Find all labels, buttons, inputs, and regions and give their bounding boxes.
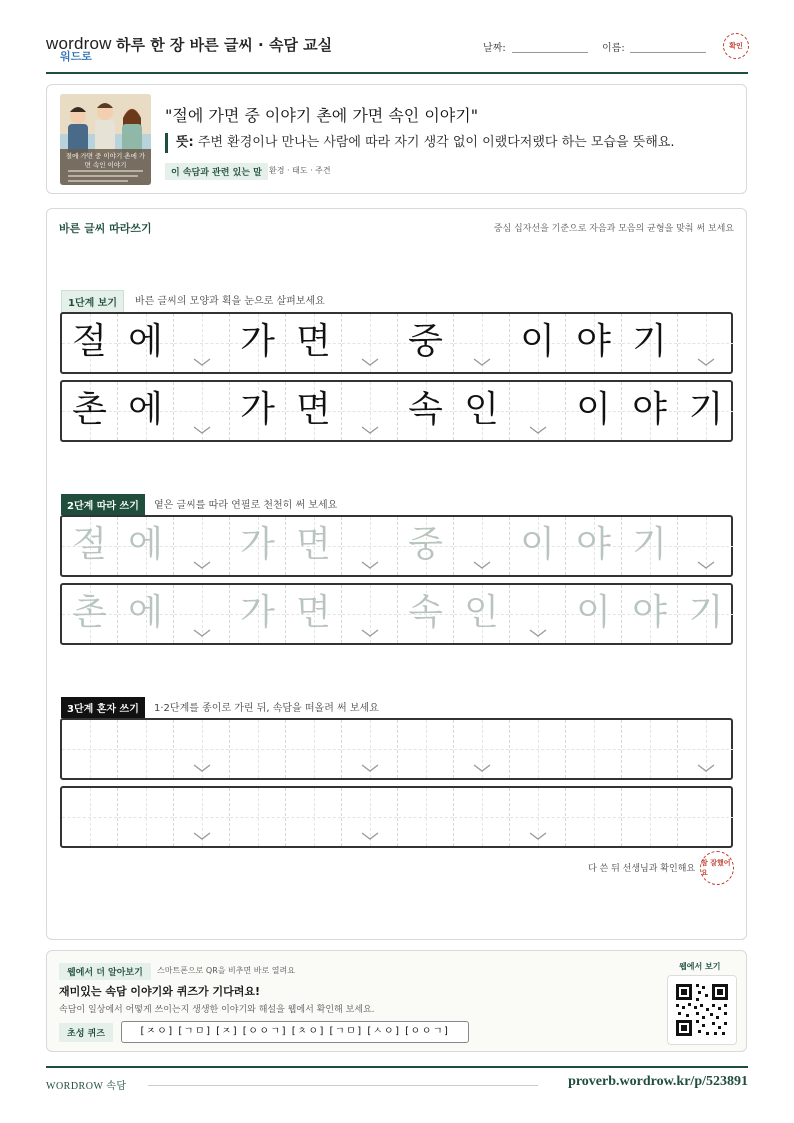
well-done-stamp: 참 잘했어요 [700,851,734,885]
web-desc: 속담이 일상에서 어떻게 쓰이는지 생생한 이야기와 해설을 웹에서 확인해 보세요. [59,1005,375,1015]
grid-cell[interactable] [230,788,286,846]
cover-caption: 절에 가면 중 이야기 촌에 가면 속인 이야기 [65,152,146,169]
grid-cell[interactable] [286,585,342,643]
check-note: 다 쓴 뒤 선생님과 확인해요 [588,864,696,874]
grid-cell[interactable] [174,517,230,575]
grid-cell[interactable] [62,585,118,643]
grid-cell[interactable] [342,585,398,643]
space-mark-icon [360,629,380,637]
grid-cell [398,314,454,372]
grid-char: 가 [240,389,275,430]
step2-line2-grid[interactable] [60,583,733,645]
grid-cell[interactable] [230,517,286,575]
footer-brand: WORDROW 속담 [46,1081,127,1092]
grid-cell[interactable] [398,720,454,778]
space-mark-icon [360,426,380,434]
grid-cell[interactable] [678,720,734,778]
grid-cell[interactable] [286,720,342,778]
grid-cell[interactable] [566,517,622,575]
grid-cell[interactable] [62,788,118,846]
grid-char: 중 [408,321,443,362]
grid-cell [286,382,342,440]
grid-cell [62,314,118,372]
step1-desc: 바른 글씨의 모양과 획을 눈으로 살펴보세요 [135,296,325,307]
meaning-label: 뜻: [176,135,194,150]
step2-badge: 2단계 따라 쓰기 [61,494,145,515]
grid-char: 인 [464,389,499,430]
grid-char: 면 [296,389,331,430]
grid-cell [174,382,230,440]
grid-cell [398,382,454,440]
grid-char: 기 [688,592,724,633]
grid-cell [678,382,734,440]
grid-char: 중 [408,524,443,565]
practice-hint: 중심 십자선을 기준으로 자음과 모음의 균형을 맞춰 써 보세요 [493,224,734,234]
proverb-meaning [165,133,674,153]
date-label: 날짜: [483,43,506,54]
grid-char: 절 [72,524,107,565]
grid-cell[interactable] [342,517,398,575]
step2-desc: 옅은 글씨를 따라 연필로 천천히 써 보세요 [154,500,338,511]
grid-cell [566,314,622,372]
grid-cell[interactable] [622,788,678,846]
grid-cell[interactable] [510,585,566,643]
grid-char: 에 [128,389,163,430]
name-field[interactable] [630,52,706,53]
space-mark-icon [360,561,380,569]
grid-char: 촌 [72,389,107,430]
space-mark-icon [528,832,548,840]
grid-cell[interactable] [286,517,342,575]
space-mark-icon [360,832,380,840]
meaning-text: 주변 환경이나 만나는 사람에 따라 자기 생각 없이 이랬다저랬다 하는 모습을 뜻해요. [193,135,675,150]
quiz-tag: 초성 퀴즈 [59,1023,113,1042]
grid-char: 면 [296,321,331,362]
grid-char: 에 [128,524,163,565]
grid-cell [454,382,510,440]
grid-char: 인 [464,592,499,633]
proverb-quote: "절에 가면 중 이야기 촌에 가면 속인 이야기" [165,106,479,125]
name-label: 이름: [602,43,625,54]
step3-line1-grid[interactable] [60,718,733,780]
cover-illustration [60,94,151,185]
web-more-card [46,950,747,1052]
grid-cell[interactable] [174,720,230,778]
grid-cell [342,314,398,372]
grid-cell[interactable] [118,585,174,643]
grid-char: 속 [408,592,443,633]
space-mark-icon [696,764,716,772]
footer-divider [148,1085,538,1086]
grid-cell[interactable] [510,517,566,575]
qr-code-icon [668,976,736,1044]
grid-char: 야 [576,321,611,362]
practice-title: 바른 글씨 따라쓰기 [59,222,152,235]
step3-badge: 3단계 혼자 쓰기 [61,697,145,718]
grid-char: 이 [520,321,555,362]
page-title: 하루 한 장 바른 글씨 · 속담 교실 [116,36,333,54]
grid-char: 이 [576,389,611,430]
space-mark-icon [472,561,492,569]
grid-cell[interactable] [622,720,678,778]
space-mark-icon [192,426,212,434]
grid-char: 면 [296,592,331,633]
grid-char: 절 [72,321,107,362]
confirm-stamp: 확인 [723,33,749,59]
logo-sub: 워드로 [60,50,92,63]
qr-code-link[interactable] [667,975,737,1045]
grid-cell[interactable] [566,720,622,778]
grid-cell [510,314,566,372]
web-headline: 재미있는 속담 이야기와 퀴즈가 기다려요! [59,985,260,998]
grid-cell[interactable] [398,585,454,643]
grid-char: 이 [520,524,555,565]
related-words: 환경 · 태도 · 주견 [269,166,331,175]
page-header [46,30,748,74]
grid-cell [510,382,566,440]
grid-char: 야 [632,592,667,633]
grid-cell[interactable] [678,517,734,575]
grid-cell [118,314,174,372]
grid-cell[interactable] [454,585,510,643]
space-mark-icon [528,629,548,637]
grid-cell[interactable] [342,788,398,846]
grid-cell[interactable] [118,517,174,575]
grid-cell [622,314,678,372]
space-mark-icon [360,358,380,366]
grid-cell[interactable] [286,788,342,846]
grid-char: 기 [688,389,724,430]
grid-char: 야 [632,389,667,430]
proverb-intro-card [46,84,747,194]
grid-cell[interactable] [174,585,230,643]
logo-text: wordrow [46,34,112,53]
grid-char: 이 [576,592,611,633]
step2-line1-grid[interactable] [60,515,733,577]
grid-cell[interactable] [174,788,230,846]
grid-cell[interactable] [678,585,734,643]
grid-char: 가 [240,592,275,633]
grid-cell[interactable] [566,585,622,643]
space-mark-icon [192,358,212,366]
grid-cell[interactable] [510,788,566,846]
grid-char: 속 [408,389,443,430]
grid-cell[interactable] [398,517,454,575]
grid-char: 가 [240,321,275,362]
space-mark-icon [472,764,492,772]
grid-cell[interactable] [566,788,622,846]
grid-cell[interactable] [398,788,454,846]
related-tag: 이 속담과 관련 있는 말 [165,163,268,180]
grid-cell[interactable] [622,585,678,643]
space-mark-icon [528,426,548,434]
grid-cell [566,382,622,440]
step1-line2-grid [60,380,733,442]
grid-cell[interactable] [454,720,510,778]
grid-cell[interactable] [454,788,510,846]
web-tag: 웹에서 더 알아보기 [59,963,151,980]
grid-cell [622,382,678,440]
grid-char: 촌 [72,592,107,633]
space-mark-icon [192,561,212,569]
grid-cell [230,314,286,372]
footer-url-link[interactable]: proverb.wordrow.kr/p/523891 [568,1074,748,1089]
space-mark-icon [696,358,716,366]
grid-cell[interactable] [342,720,398,778]
grid-cell [678,314,734,372]
grid-char: 기 [632,524,667,565]
grid-char: 에 [128,592,163,633]
grid-cell[interactable] [230,585,286,643]
grid-char: 야 [576,524,611,565]
space-mark-icon [192,764,212,772]
step3-line2-grid[interactable] [60,786,733,848]
cover-image-icon [60,94,151,185]
grid-cell[interactable] [678,788,734,846]
grid-cell[interactable] [118,788,174,846]
date-field[interactable] [512,52,588,53]
grid-cell[interactable] [230,720,286,778]
web-tag-desc: 스마트폰으로 QR을 비추면 바로 열려요 [157,966,295,975]
grid-cell[interactable] [62,517,118,575]
grid-cell [62,382,118,440]
grid-cell[interactable] [118,720,174,778]
web-view-label: 웹에서 보기 [679,962,721,971]
grid-cell [174,314,230,372]
step1-line1-grid [60,312,733,374]
page-footer [46,1066,748,1098]
space-mark-icon [472,358,492,366]
step1-badge: 1단계 보기 [61,290,124,313]
grid-cell[interactable] [622,517,678,575]
grid-cell[interactable] [62,720,118,778]
grid-cell [118,382,174,440]
grid-cell[interactable] [510,720,566,778]
grid-char: 면 [296,524,331,565]
space-mark-icon [696,561,716,569]
space-mark-icon [360,764,380,772]
grid-char: 가 [240,524,275,565]
grid-cell [342,382,398,440]
grid-char: 에 [128,321,163,362]
grid-cell [454,314,510,372]
space-mark-icon [192,629,212,637]
chosung-quiz: [ㅈㅇ] [ㄱㅁ] [ㅈ] [ㅇㅇㄱ] [ㅊㅇ] [ㄱㅁ] [ㅅㅇ] [ㅇㅇㄱ] [121,1021,469,1043]
grid-cell [286,314,342,372]
grid-char: 기 [632,321,667,362]
step3-desc: 1·2단계를 종이로 가린 뒤, 속담을 떠올려 써 보세요 [154,703,379,714]
grid-cell [230,382,286,440]
space-mark-icon [192,832,212,840]
grid-cell[interactable] [454,517,510,575]
